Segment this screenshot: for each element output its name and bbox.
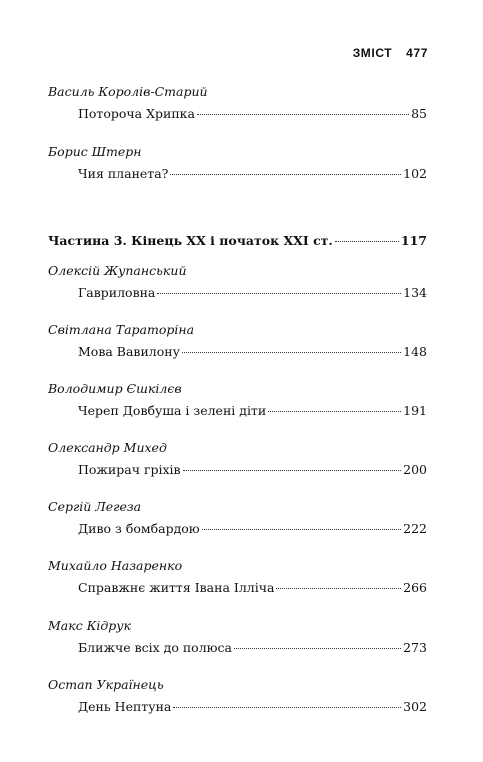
toc-page: 134: [403, 285, 427, 300]
toc-author: Олександр Михед: [48, 440, 167, 455]
dot-leader: [276, 588, 401, 589]
dot-leader: [202, 529, 401, 530]
page-number: 477: [406, 46, 428, 60]
toc-author: Борис Штерн: [48, 144, 142, 159]
toc-entry[interactable]: [78, 521, 427, 537]
toc-title: Чия планета?: [78, 166, 169, 181]
dot-leader: [268, 411, 401, 412]
dot-leader: [157, 293, 401, 294]
toc-author: Михайло Назаренко: [48, 558, 183, 573]
toc-entry[interactable]: [78, 462, 427, 478]
toc-author: Олексій Жупанський: [48, 263, 187, 278]
toc-title: Ближче всіх до полюса: [78, 640, 232, 655]
toc-author: Сергій Легеза: [48, 499, 142, 514]
toc-page: 273: [403, 640, 427, 655]
toc-page: 302: [403, 699, 427, 714]
toc-entry[interactable]: [78, 699, 427, 715]
dot-leader: [234, 648, 401, 649]
dot-leader: [182, 352, 401, 353]
toc-title: Пожирач гріхів: [78, 462, 181, 477]
toc-page: 200: [403, 462, 427, 477]
toc-page: 266: [403, 580, 427, 595]
toc-title: Справжнє життя Івана Ілліча: [78, 580, 275, 595]
toc-author: Світлана Тараторіна: [48, 322, 195, 337]
toc-entry[interactable]: [78, 580, 427, 596]
toc-part-title: Частина 3. Кінець XX і початок XXI ст.: [48, 233, 333, 248]
toc-title: Мова Вавилону: [78, 344, 180, 359]
toc-author: Володимир Єшкілєв: [48, 381, 182, 396]
toc-title: Диво з бомбардою: [78, 521, 200, 536]
toc-author: Макс Кідрук: [48, 618, 132, 633]
toc-part-entry[interactable]: [48, 233, 427, 249]
toc-page: 191: [403, 403, 427, 418]
toc-title: День Нептуна: [78, 699, 172, 714]
dot-leader: [173, 707, 401, 708]
toc-title: Гавриловна: [78, 285, 156, 300]
toc-page: 222: [403, 521, 427, 536]
toc-entry[interactable]: [78, 166, 427, 182]
toc-entry[interactable]: [78, 285, 427, 301]
dot-leader: [170, 174, 401, 175]
dot-leader: [197, 114, 409, 115]
toc-entry[interactable]: [78, 106, 427, 122]
toc-page: 85: [411, 106, 427, 121]
toc-title: Потороча Хрипка: [78, 106, 195, 121]
toc-entry[interactable]: [78, 403, 427, 419]
toc-page: 117: [400, 233, 427, 248]
section-title: ЗМІСТ: [352, 46, 393, 60]
toc-entry[interactable]: [78, 344, 427, 360]
toc-entry[interactable]: [78, 640, 427, 656]
dot-leader: [335, 241, 399, 242]
toc-page: 102: [403, 166, 427, 181]
toc-title: Череп Довбуша і зелені діти: [78, 403, 267, 418]
toc-author: Остап Українець: [48, 677, 164, 692]
toc-author: Василь Королів-Старий: [48, 84, 208, 99]
toc-page: 148: [403, 344, 427, 359]
dot-leader: [183, 470, 402, 471]
